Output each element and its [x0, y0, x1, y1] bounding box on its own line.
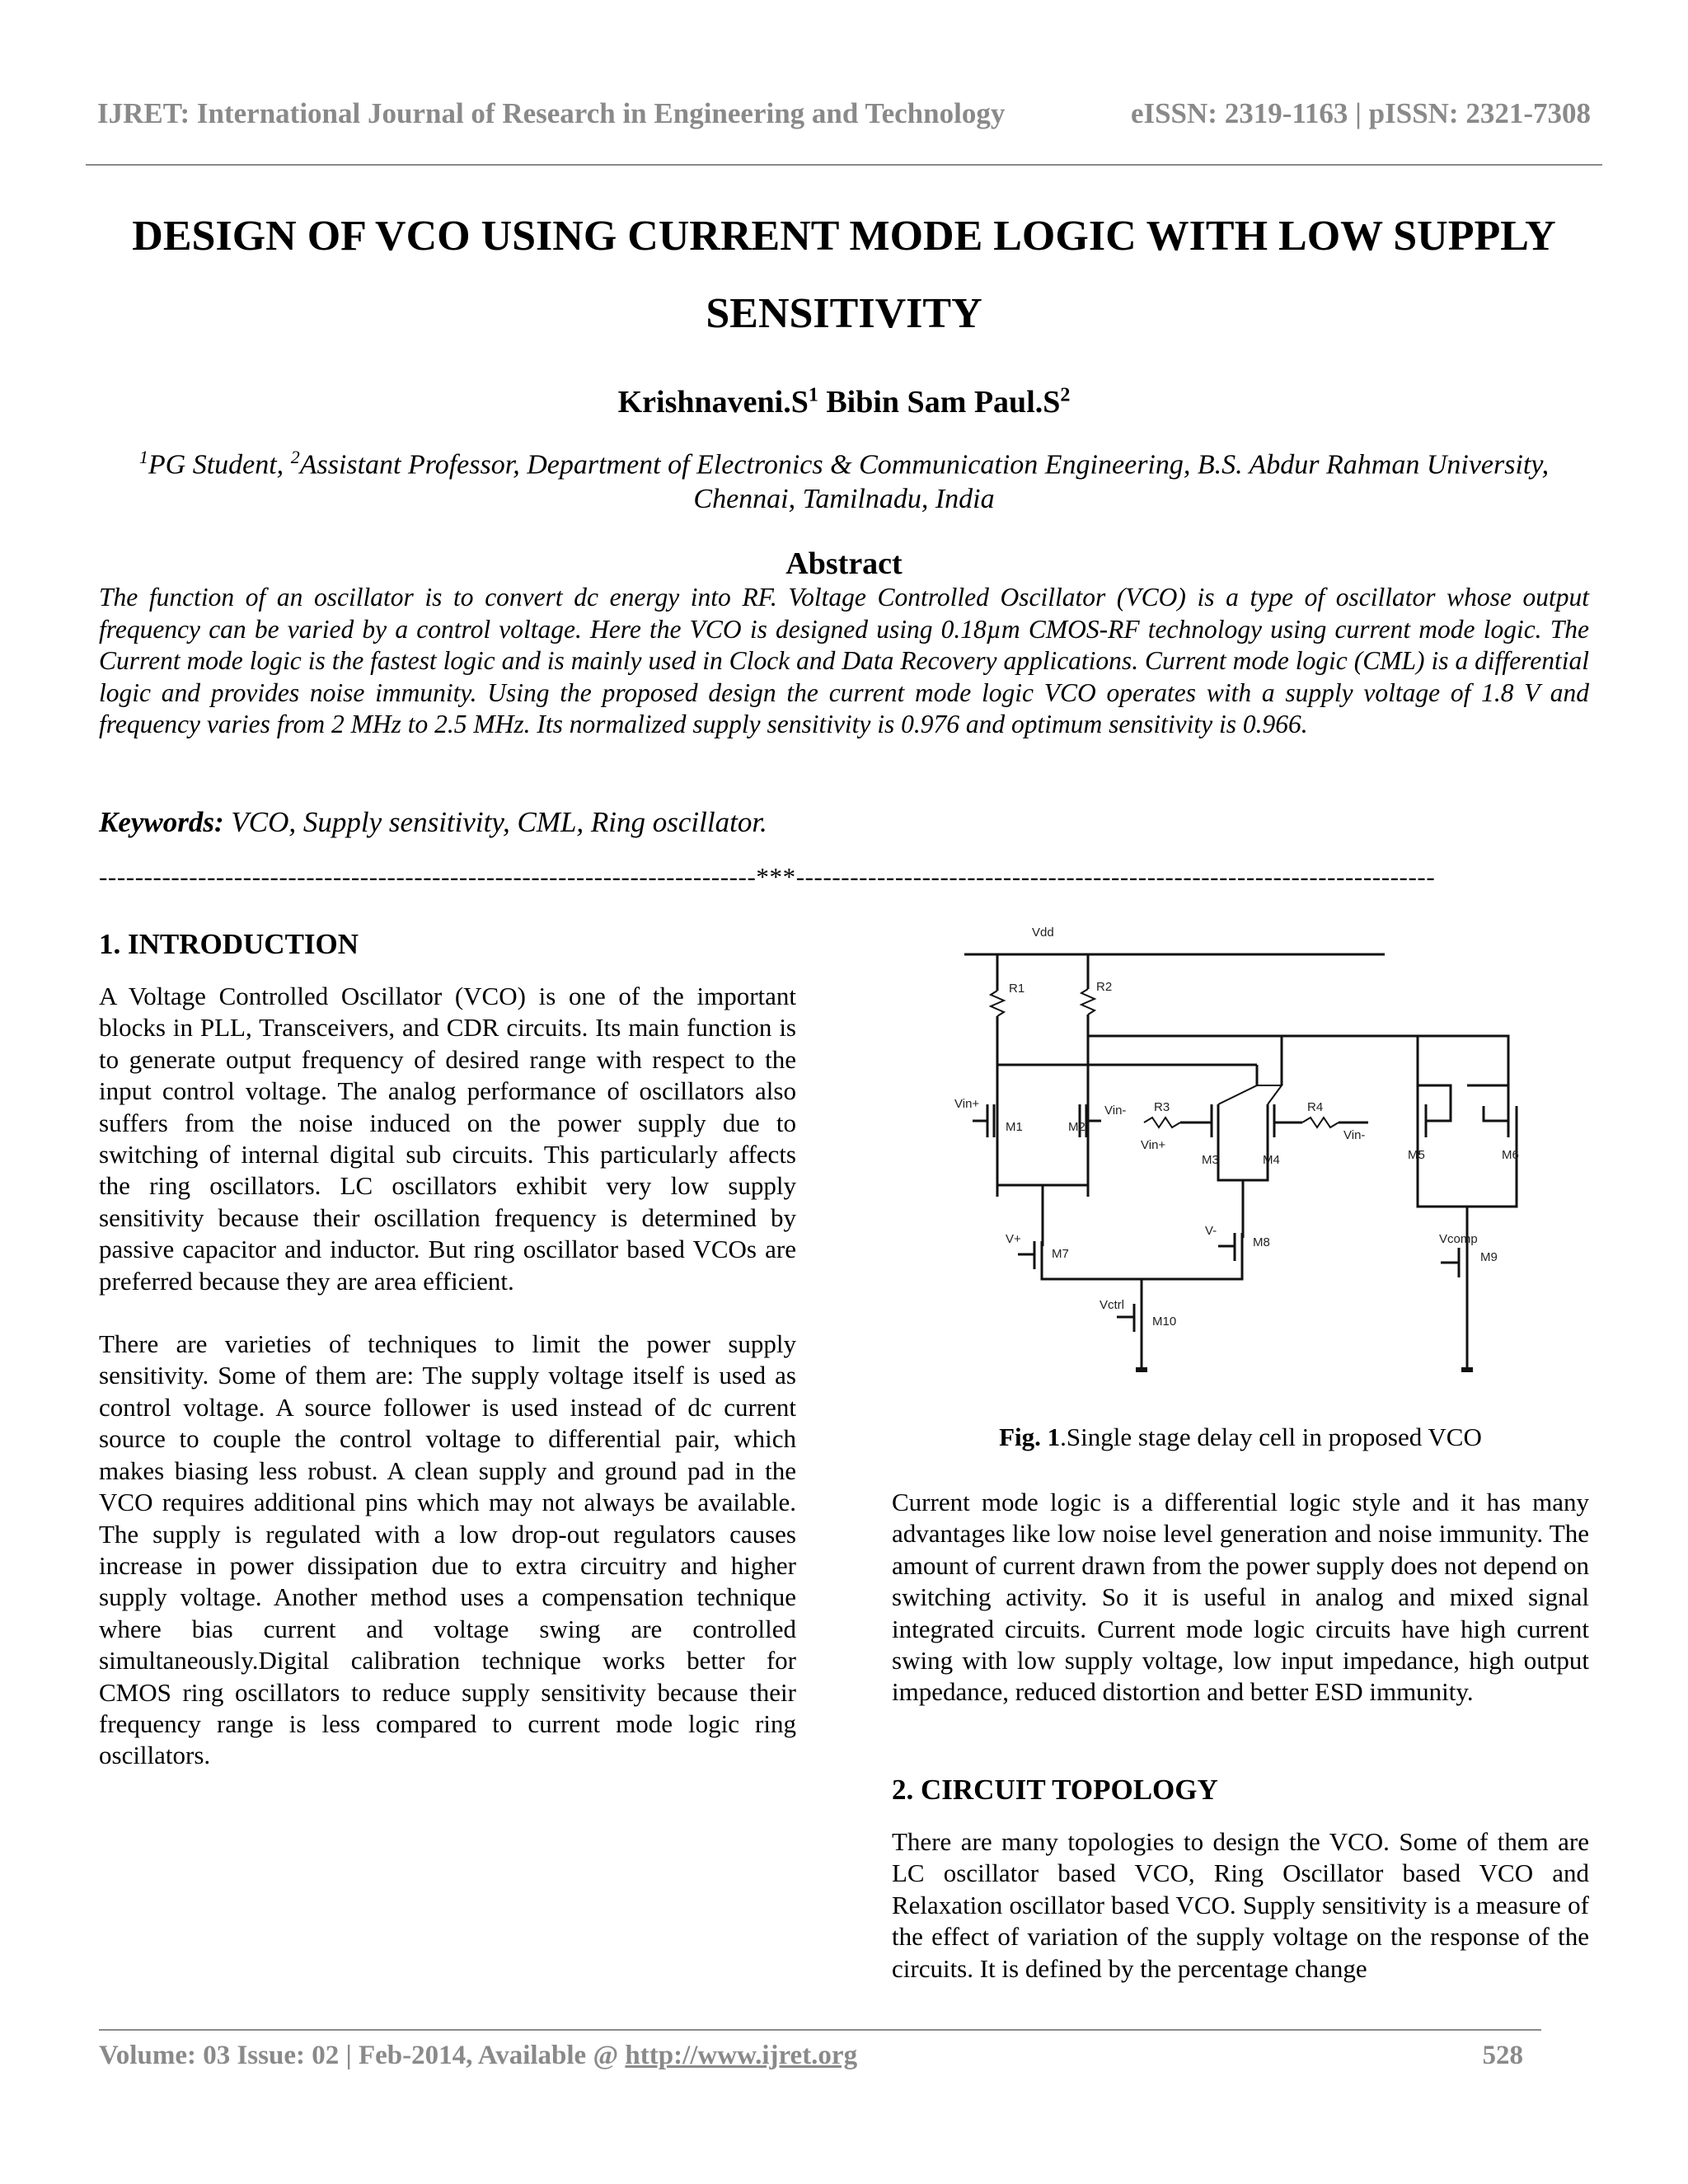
label-vctrl: Vctrl — [1100, 1298, 1124, 1312]
running-header — [97, 97, 1591, 130]
label-r2: R2 — [1096, 980, 1113, 994]
circuit-schematic — [940, 916, 1566, 1386]
label-vminus: V- — [1205, 1224, 1217, 1238]
footer-volume — [99, 2041, 857, 2071]
label-r4: R4 — [1307, 1100, 1324, 1114]
intro-paragraph-2: There are varieties of techniques to limit the power supply sensitivity. Some of them are: The supply voltage itself is used as control voltage. A source follower is used instead of dc current source to couple the control voltage to differential pair, which makes biasing less robust. A clean supply and ground pad in the VCO requires additional pins which may not always be available. The supply is regulated with a low drop-out regulators causes increase in power dissipation due to extra circuitry and higher supply voltage. Another method uses a compensation technique where bias current and voltage swing are controlled simultaneously.Digital calibration technique works better for CMOS ring oscillators to reduce supply sensitivity because their frequency range is less compared to current mode logic ring oscillators. — [99, 1329, 796, 1770]
figure-caption-text: .Single stage delay cell in proposed VCO — [1060, 1422, 1482, 1451]
page-number: 528 — [1482, 2041, 1523, 2070]
label-vplus: V+ — [1006, 1232, 1021, 1246]
section-divider: -------------------------------------------------------------------------***----------------------------------------------------------------------- — [99, 862, 1436, 891]
author-1-sup: 1 — [808, 384, 818, 406]
author-2-sup: 2 — [1060, 384, 1071, 406]
label-vinp-1: Vin+ — [954, 1097, 980, 1111]
label-vcomp: Vcomp — [1439, 1232, 1478, 1246]
footer-volume-text: Volume: 03 Issue: 02 | Feb-2014, Available @ — [99, 2041, 626, 2070]
topology-heading: 2. CIRCUIT TOPOLOGY — [892, 1774, 1218, 1806]
label-vdd: Vdd — [1032, 926, 1054, 940]
label-m7: M7 — [1052, 1247, 1069, 1261]
footer-url-link[interactable]: http://www.ijret.org — [625, 2041, 858, 2070]
label-r1: R1 — [1009, 982, 1025, 996]
label-m1: M1 — [1006, 1120, 1023, 1134]
topology-paragraph: There are many topologies to design the VCO. Some of them are LC oscillator based VCO, Ring Oscillator based VCO and Relaxation oscillator based VCO. Supply sensitivity is a measure of the effect of variation of the supply voltage on the response of the circuits. It is defined by the percentage change — [892, 1827, 1589, 1983]
journal-name: IJRET: International Journal of Research in Engineering and Technology — [97, 97, 1006, 129]
abstract-text: The function of an oscillator is to convert dc energy into RF. Voltage Controlled Oscillator (VCO) is a type of oscillator whose output frequency can be varied by a control voltage. Here the VCO is designed using 0.18µm CMOS-RF technology using current mode logic. The Current mode logic is the fastest logic and is mainly used in Clock and Data Recovery applications. Current mode logic (CML) is a differential logic and provides noise immunity. Using the proposed design the current mode logic VCO operates with a supply voltage of 1.8 V and frequency varies from 2 MHz to 2.5 MHz. Its normalized supply sensitivity is 0.976 and optimum sensitivity is 0.966. — [99, 583, 1589, 738]
keywords-list: VCO, Supply sensitivity, CML, Ring oscillator. — [223, 806, 767, 838]
label-m10: M10 — [1152, 1315, 1177, 1329]
affil-part-2: Assistant Professor, Department of Electronics & Communication Engineering, B.S. Abdur Rahman University, Chennai, Tamilnadu, India — [299, 449, 1550, 515]
keywords-label: Keywords: — [99, 806, 224, 838]
author-2: Bibin Sam Paul.S — [826, 385, 1061, 419]
label-m4: M4 — [1263, 1153, 1280, 1167]
affil-sup-2: 2 — [290, 447, 300, 467]
figure-label: Fig. 1 — [999, 1422, 1061, 1451]
right-column-body — [892, 1487, 1589, 1708]
label-m3: M3 — [1202, 1153, 1219, 1167]
footer-rule — [99, 2029, 1541, 2031]
label-vinp-2: Vin+ — [1141, 1138, 1166, 1152]
affiliation — [124, 440, 1564, 517]
label-vinm-2: Vin- — [1343, 1128, 1366, 1142]
cml-paragraph: Current mode logic is a differential logic style and it has many advantages like low noise level generation and noise immunity. The amount of current drawn from the power supply does not depend on switching activity. So it is useful in analog and mixed signal integrated circuits. Current mode logic circuits have high current swing with low supply voltage, low input impedance, high output impedance, reduced distortion and better ESD immunity. — [892, 1488, 1589, 1707]
label-vinm-1: Vin- — [1104, 1104, 1127, 1118]
header-rule — [86, 164, 1602, 166]
intro-paragraph-1: A Voltage Controlled Oscillator (VCO) is one of the important blocks in PLL, Transceivers, and CDR circuits. Its main function is to generate output frequency of desired range with respect to the input control voltage. The analog performance of oscillators also suffers from the noise induced on the power supply due to switching of internal digital sub circuits. This particularly affects the ring oscillators. LC oscillators exhibit very low supply sensitivity because their oscillation frequency is determined by passive capacitor and inductor. But ring oscillator based VCOs are preferred because they are area efficient. — [99, 982, 796, 1296]
label-m9: M9 — [1480, 1250, 1498, 1264]
label-m5: M5 — [1408, 1148, 1425, 1162]
affil-part-1: PG Student, — [148, 449, 291, 480]
affil-sup-1: 1 — [138, 447, 148, 467]
abstract-heading: Abstract — [785, 546, 903, 581]
footer — [99, 2041, 1523, 2071]
label-m2: M2 — [1068, 1120, 1085, 1134]
label-r3: R3 — [1154, 1100, 1170, 1114]
intro-heading: 1. INTRODUCTION — [99, 928, 359, 960]
author-1: Krishnaveni.S — [617, 385, 809, 419]
intro-body — [99, 981, 796, 1772]
authors — [91, 384, 1597, 420]
label-m8: M8 — [1253, 1235, 1270, 1249]
topology-body — [892, 1826, 1589, 1985]
label-m6: M6 — [1502, 1148, 1519, 1162]
figure-caption — [892, 1422, 1589, 1452]
keywords — [99, 806, 1589, 839]
paper-title: DESIGN OF VCO USING CURRENT MODE LOGIC WITH LOW SUPPLY SENSITIVITY — [132, 213, 1556, 337]
issn: eISSN: 2319-1163 | pISSN: 2321-7308 — [1130, 97, 1591, 129]
